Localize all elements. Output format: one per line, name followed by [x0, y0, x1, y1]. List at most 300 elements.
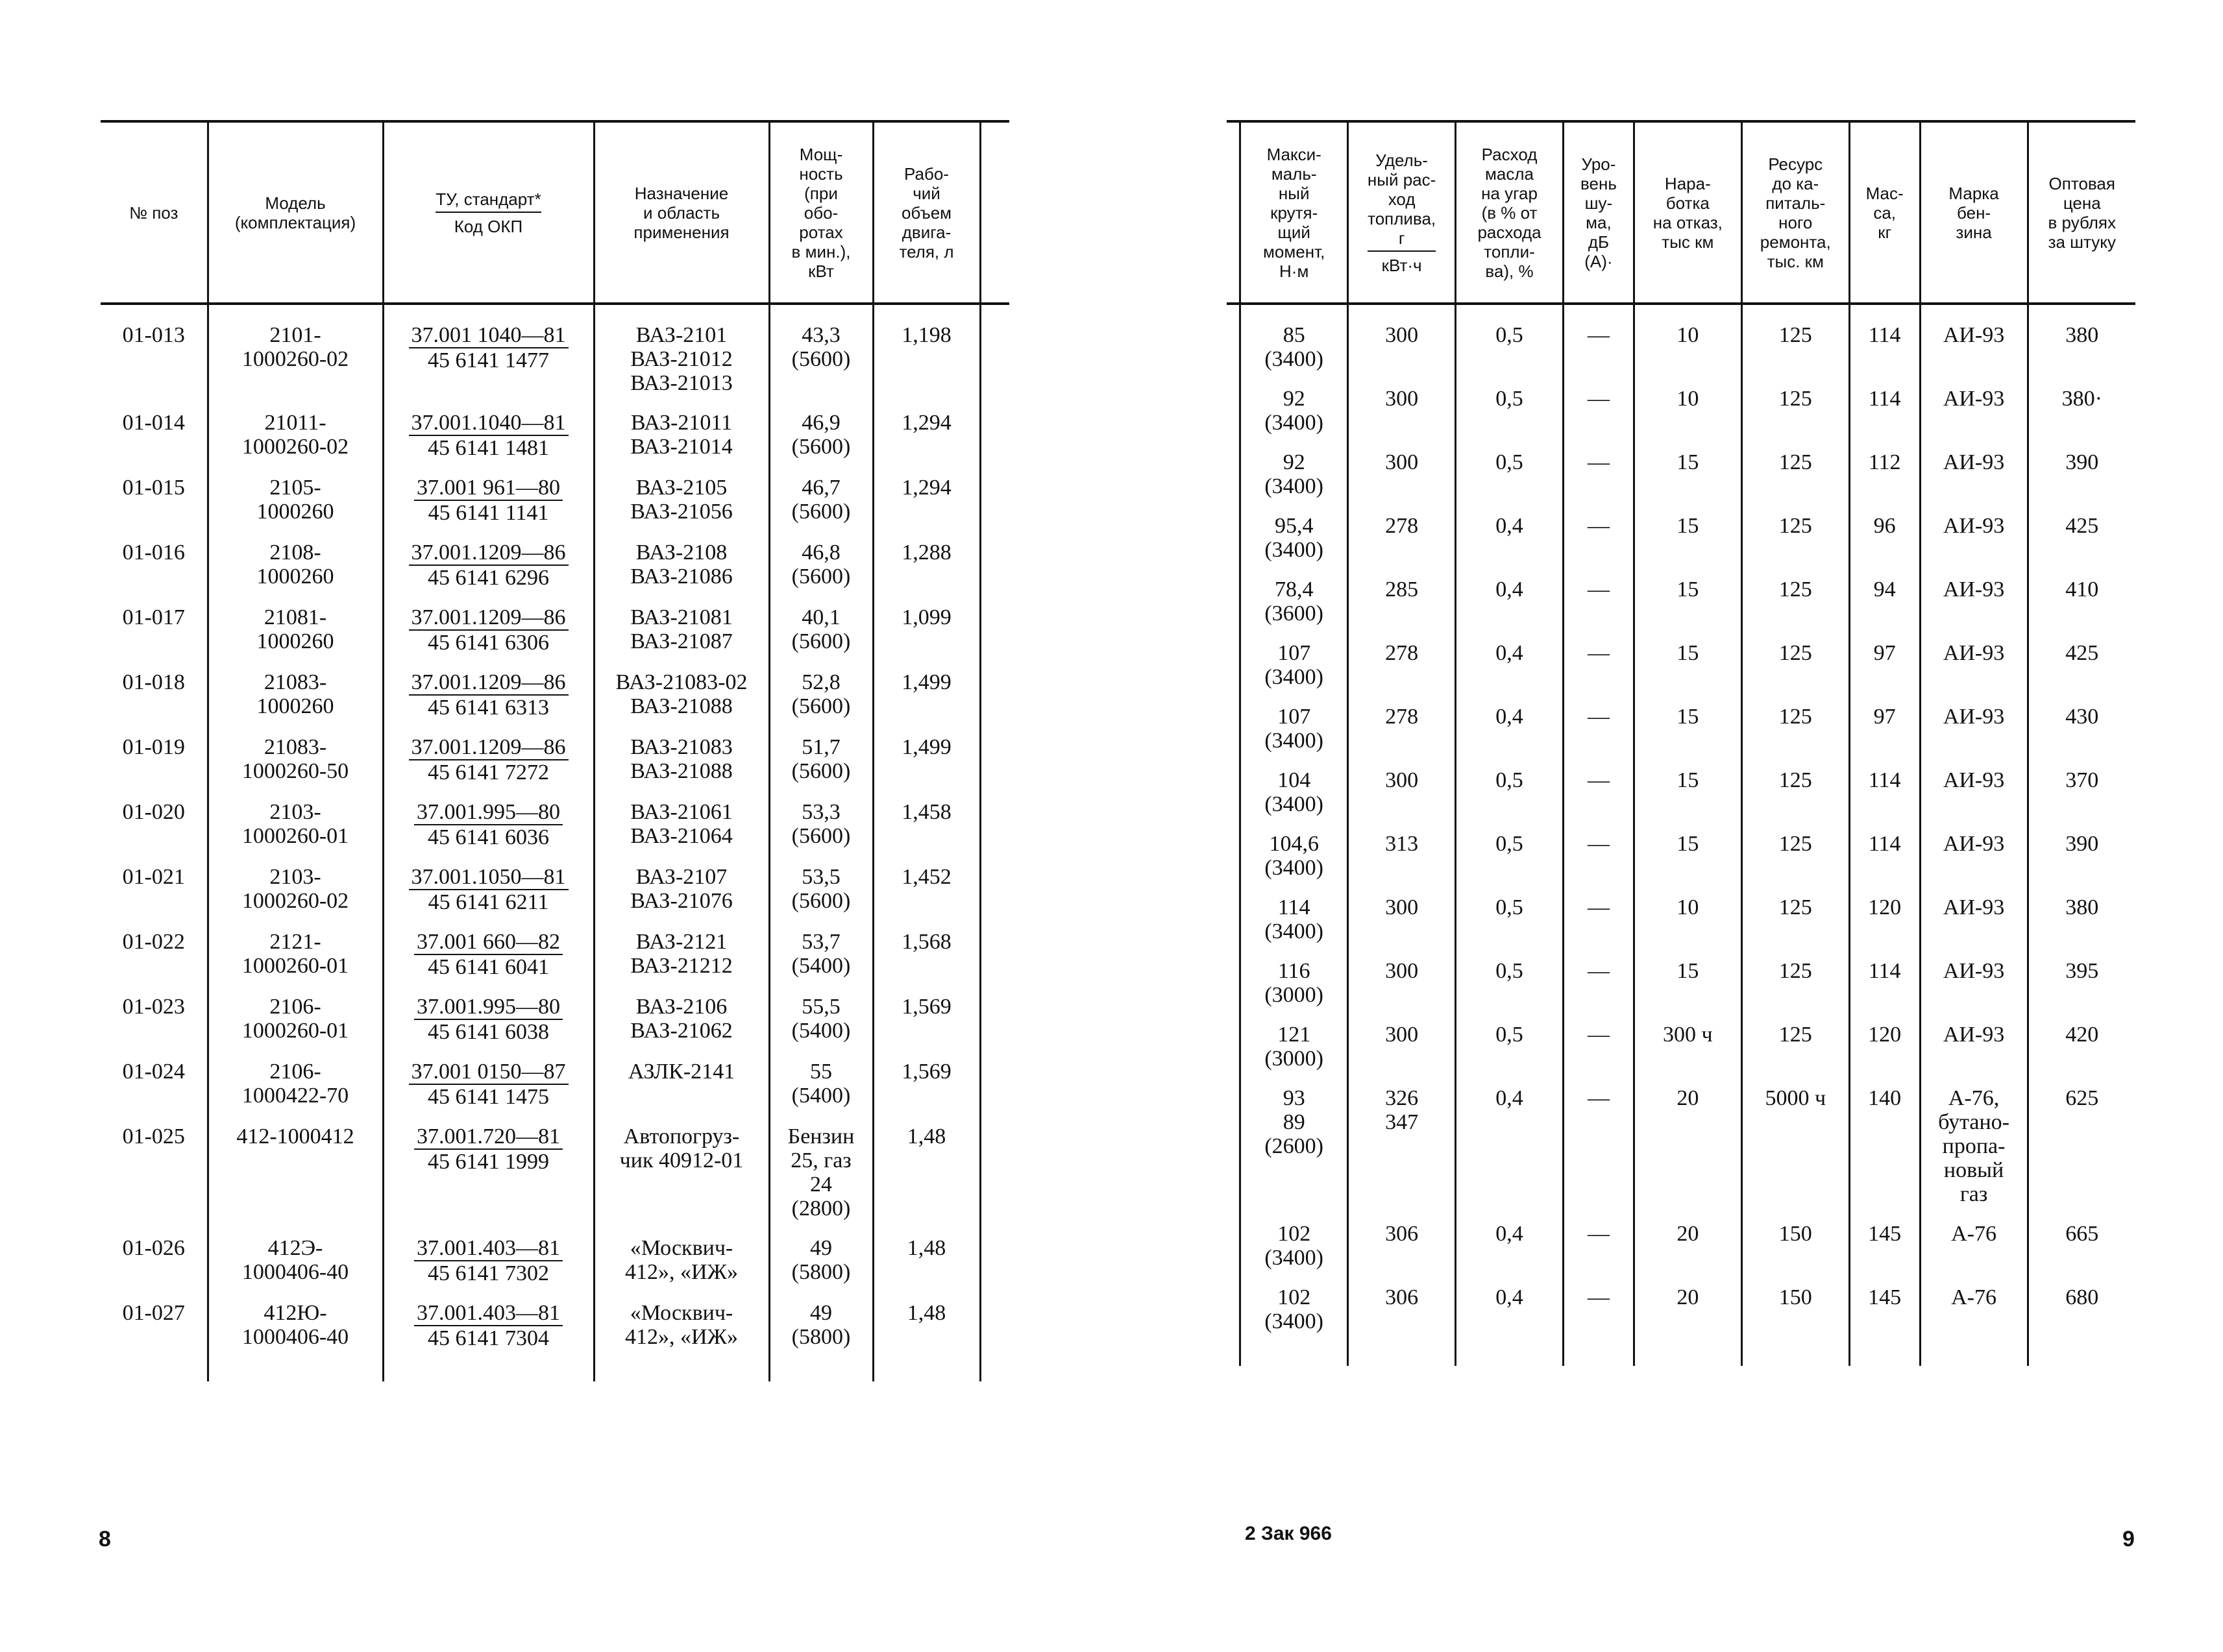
- cell-brand: А-76: [1920, 1285, 2028, 1366]
- cell-model: 412-1000412: [208, 1124, 383, 1236]
- cell-power: 43,3 (5600): [769, 304, 873, 411]
- cell-model: 412Ю- 1000406-40: [208, 1301, 383, 1381]
- cell-purpose: Автопогруз- чик 40912-01: [594, 1124, 769, 1236]
- cell-oil: 0,5: [1456, 450, 1564, 514]
- cell-mass: 114: [1849, 304, 1920, 387]
- cell-volume: 1,48: [873, 1301, 980, 1381]
- cell-brand: АИ-93: [1920, 895, 2028, 959]
- cell-torque: 104,6 (3400): [1240, 832, 1348, 895]
- cell-torque: 107 (3400): [1240, 641, 1348, 705]
- cell-pos: 01-016: [122, 541, 185, 565]
- cell-model: 412Э- 1000406-40: [208, 1236, 383, 1301]
- table-row: [1227, 1086, 2135, 1222]
- cell-empty-right: [1227, 577, 1240, 641]
- cell-okp-code: 45 6141 1999: [428, 1150, 549, 1174]
- cell-fuel: 300: [1348, 959, 1456, 1023]
- cell-brand: АИ-93: [1920, 768, 2028, 832]
- header-empty-right: [1227, 121, 1240, 304]
- cell-empty: [980, 605, 1009, 670]
- cell-model: 2106- 1000260-01: [208, 995, 383, 1060]
- cell-volume: 1,294: [873, 411, 980, 476]
- cell-tu-standard: 37.001.995—80: [414, 800, 563, 825]
- cell-price: 665: [2028, 1222, 2135, 1285]
- cell-mass: 120: [1849, 895, 1920, 959]
- cell-noise: —: [1564, 768, 1634, 832]
- cell-noise: —: [1564, 450, 1634, 514]
- cell-price: 380: [2028, 304, 2135, 387]
- cell-okp-code: 45 6141 1141: [428, 501, 549, 525]
- cell-tu-standard: 37.001 0150—87: [409, 1060, 569, 1085]
- cell-oil: 0,5: [1456, 959, 1564, 1023]
- cell-mass: 97: [1849, 641, 1920, 705]
- header-mtbf: Нара- ботка на отказ, тыс км: [1634, 121, 1741, 304]
- cell-noise: —: [1564, 387, 1634, 450]
- cell-tu: [383, 995, 594, 1060]
- cell-fuel: 285: [1348, 577, 1456, 641]
- header-tu: [383, 121, 594, 304]
- table-row: [1227, 641, 2135, 705]
- cell-fuel: 300: [1348, 895, 1456, 959]
- cell-empty-right: [1227, 895, 1240, 959]
- cell-price: 380: [2028, 895, 2135, 959]
- table-row: [101, 304, 1009, 411]
- page-number-left: 8: [99, 1527, 111, 1551]
- cell-empty-right: [1227, 304, 1240, 387]
- cell-mtbf: 20: [1634, 1086, 1741, 1222]
- page-number-right: 9: [2122, 1527, 2135, 1551]
- print-order-mark: 2 Зак 966: [1245, 1523, 1332, 1544]
- table-row: [101, 1236, 1009, 1301]
- cell-price: 370: [2028, 768, 2135, 832]
- cell-resource: 125: [1741, 959, 1849, 1023]
- table-row: [1227, 577, 2135, 641]
- table-row: [1227, 959, 2135, 1023]
- cell-mtbf: 15: [1634, 959, 1741, 1023]
- cell-mtbf: 10: [1634, 895, 1741, 959]
- header-oil: Расход масла на угар (в % от расхода топли- ва), %: [1456, 121, 1564, 304]
- cell-volume: 1,198: [873, 304, 980, 411]
- cell-torque: 78,4 (3600): [1240, 577, 1348, 641]
- header-volume: Рабо- чий объем двига- теля, л: [873, 121, 980, 304]
- cell-empty-right: [1227, 1023, 1240, 1086]
- cell-power: 55,5 (5400): [769, 995, 873, 1060]
- cell-okp-code: 45 6141 6313: [428, 696, 549, 720]
- cell-oil: 0,4: [1456, 641, 1564, 705]
- cell-empty: [980, 995, 1009, 1060]
- cell-tu: [383, 411, 594, 476]
- cell-mtbf: 15: [1634, 450, 1741, 514]
- table-row: [1227, 1023, 2135, 1086]
- cell-pos: 01-017: [122, 605, 185, 629]
- table-row: [1227, 705, 2135, 768]
- left-table-body: [101, 304, 1009, 1381]
- header-torque: Макси- маль- ный крутя- щий момент, Н·м: [1240, 121, 1348, 304]
- cell-price: 425: [2028, 514, 2135, 577]
- cell-pos: 01-014: [122, 411, 185, 435]
- cell-empty: [980, 1060, 1009, 1124]
- cell-empty: [980, 476, 1009, 541]
- cell-empty-right: [1227, 705, 1240, 768]
- cell-empty-right: [1227, 768, 1240, 832]
- cell-torque: 107 (3400): [1240, 705, 1348, 768]
- header-fuel: [1348, 121, 1456, 304]
- cell-noise: —: [1564, 832, 1634, 895]
- cell-empty-right: [1227, 450, 1240, 514]
- cell-torque: 102 (3400): [1240, 1285, 1348, 1366]
- cell-pos: 01-024: [122, 1060, 185, 1084]
- header-resource: Ресурс до ка- питаль- ного ремонта, тыс. км: [1741, 121, 1849, 304]
- cell-mtbf: 15: [1634, 577, 1741, 641]
- cell-pos: 01-019: [122, 735, 185, 759]
- cell-mass: 94: [1849, 577, 1920, 641]
- right-header-row: [1227, 121, 2135, 304]
- cell-okp-code: 45 6141 6211: [428, 890, 549, 914]
- cell-brand: АИ-93: [1920, 387, 2028, 450]
- cell-noise: —: [1564, 959, 1634, 1023]
- cell-torque: 85 (3400): [1240, 304, 1348, 387]
- cell-model: 21083- 1000260: [208, 670, 383, 735]
- table-row: [101, 1060, 1009, 1124]
- cell-resource: 125: [1741, 832, 1849, 895]
- cell-empty-right: [1227, 514, 1240, 577]
- cell-volume: 1,294: [873, 476, 980, 541]
- cell-mtbf: 15: [1634, 514, 1741, 577]
- header-mass: Мас- са, кг: [1849, 121, 1920, 304]
- cell-price: 390: [2028, 450, 2135, 514]
- cell-okp-code: 45 6141 6306: [428, 631, 549, 655]
- cell-mtbf: 15: [1634, 832, 1741, 895]
- cell-noise: —: [1564, 705, 1634, 768]
- cell-empty-right: [1227, 959, 1240, 1023]
- cell-fuel: 326 347: [1348, 1086, 1456, 1222]
- cell-mtbf: 10: [1634, 304, 1741, 387]
- header-okp-code: Код ОКП: [454, 216, 523, 236]
- table-row: [1227, 768, 2135, 832]
- cell-volume: 1,48: [873, 1236, 980, 1301]
- cell-mass: 140: [1849, 1086, 1920, 1222]
- cell-model: 2106- 1000422-70: [208, 1060, 383, 1124]
- cell-oil: 0,4: [1456, 1285, 1564, 1366]
- cell-tu-standard: 37.001.720—81: [414, 1124, 563, 1150]
- table-row: [101, 605, 1009, 670]
- cell-torque: 102 (3400): [1240, 1222, 1348, 1285]
- table-row: [101, 735, 1009, 800]
- cell-torque: 95,4 (3400): [1240, 514, 1348, 577]
- cell-model: 21083- 1000260-50: [208, 735, 383, 800]
- cell-resource: 125: [1741, 641, 1849, 705]
- cell-resource: 5000 ч: [1741, 1086, 1849, 1222]
- cell-power: 49 (5800): [769, 1301, 873, 1381]
- cell-pos: 01-015: [122, 476, 185, 500]
- cell-tu: [383, 670, 594, 735]
- cell-purpose: ВАЗ-2106 ВАЗ-21062: [594, 995, 769, 1060]
- cell-resource: 125: [1741, 1023, 1849, 1086]
- cell-brand: А-76: [1920, 1222, 2028, 1285]
- cell-pos: 01-022: [122, 930, 185, 954]
- cell-oil: 0,4: [1456, 514, 1564, 577]
- cell-empty-right: [1227, 1222, 1240, 1285]
- cell-okp-code: 45 6141 7304: [428, 1326, 549, 1350]
- cell-tu-standard: 37.001.1040—81: [409, 411, 569, 436]
- cell-fuel: 306: [1348, 1222, 1456, 1285]
- cell-okp-code: 45 6141 7272: [428, 760, 549, 784]
- cell-tu: [383, 1060, 594, 1124]
- table-row: [101, 930, 1009, 995]
- cell-resource: 125: [1741, 514, 1849, 577]
- cell-oil: 0,4: [1456, 1086, 1564, 1222]
- cell-tu: [383, 476, 594, 541]
- cell-volume: 1,452: [873, 865, 980, 930]
- cell-oil: 0,4: [1456, 577, 1564, 641]
- cell-empty-right: [1227, 832, 1240, 895]
- cell-resource: 125: [1741, 895, 1849, 959]
- cell-price: 410: [2028, 577, 2135, 641]
- cell-torque: 121 (3000): [1240, 1023, 1348, 1086]
- cell-torque: 104 (3400): [1240, 768, 1348, 832]
- table-row: [101, 476, 1009, 541]
- cell-power: 46,8 (5600): [769, 541, 873, 605]
- cell-tu-standard: 37.001.403—81: [414, 1236, 563, 1261]
- cell-pos: 01-018: [122, 670, 185, 694]
- cell-mtbf: 15: [1634, 641, 1741, 705]
- cell-okp-code: 45 6141 6296: [428, 566, 549, 590]
- header-empty: [980, 121, 1009, 304]
- cell-empty: [980, 800, 1009, 865]
- cell-model: 2103- 1000260-01: [208, 800, 383, 865]
- cell-okp-code: 45 6141 6038: [428, 1020, 549, 1044]
- cell-fuel: 313: [1348, 832, 1456, 895]
- cell-fuel: 300: [1348, 387, 1456, 450]
- cell-tu-standard: 37.001 1040—81: [409, 323, 569, 348]
- cell-volume: 1,288: [873, 541, 980, 605]
- cell-tu: [383, 930, 594, 995]
- cell-tu-standard: 37.001.1209—86: [409, 541, 569, 566]
- cell-okp-code: 45 6141 6036: [428, 825, 549, 849]
- cell-mass: 145: [1849, 1285, 1920, 1366]
- cell-oil: 0,4: [1456, 1222, 1564, 1285]
- table-row: [101, 411, 1009, 476]
- cell-tu-standard: 37.001.1209—86: [409, 670, 569, 696]
- cell-empty: [980, 304, 1009, 411]
- cell-empty: [980, 1301, 1009, 1381]
- cell-volume: 1,499: [873, 670, 980, 735]
- cell-model: 21081- 1000260: [208, 605, 383, 670]
- cell-mass: 97: [1849, 705, 1920, 768]
- cell-resource: 150: [1741, 1285, 1849, 1366]
- cell-oil: 0,5: [1456, 1023, 1564, 1086]
- cell-empty: [980, 1124, 1009, 1236]
- table-row: [1227, 895, 2135, 959]
- header-noise: Уро- вень шу- ма, дБ (А)·: [1564, 121, 1634, 304]
- cell-volume: 1,499: [873, 735, 980, 800]
- cell-tu-standard: 37.001.1050—81: [409, 865, 569, 890]
- cell-pos: 01-013: [122, 323, 185, 347]
- cell-volume: 1,099: [873, 605, 980, 670]
- cell-power: 46,9 (5600): [769, 411, 873, 476]
- left-table: [101, 120, 1009, 1381]
- cell-brand: А-76, бутано- пропа- новый газ: [1920, 1086, 2028, 1222]
- cell-tu: [383, 1301, 594, 1381]
- cell-power: 46,7 (5600): [769, 476, 873, 541]
- cell-mass: 145: [1849, 1222, 1920, 1285]
- table-row: [101, 1124, 1009, 1236]
- cell-brand: АИ-93: [1920, 450, 2028, 514]
- cell-power: Бензин 25, газ 24 (2800): [769, 1124, 873, 1236]
- cell-resource: 125: [1741, 450, 1849, 514]
- table-row: [1227, 832, 2135, 895]
- cell-power: 40,1 (5600): [769, 605, 873, 670]
- cell-purpose: ВАЗ-2108 ВАЗ-21086: [594, 541, 769, 605]
- cell-model: 2101- 1000260-02: [208, 304, 383, 411]
- table-row: [101, 865, 1009, 930]
- cell-price: 425: [2028, 641, 2135, 705]
- cell-empty-right: [1227, 387, 1240, 450]
- cell-tu-standard: 37.001.1209—86: [409, 735, 569, 760]
- header-fuel-consumption: Удель- ный рас- ход топлива, г: [1368, 151, 1436, 252]
- table-row: [1227, 304, 2135, 387]
- cell-brand: АИ-93: [1920, 304, 2028, 387]
- cell-oil: 0,5: [1456, 895, 1564, 959]
- cell-power: 52,8 (5600): [769, 670, 873, 735]
- cell-pos: 01-026: [122, 1236, 185, 1260]
- table-row: [1227, 1222, 2135, 1285]
- cell-noise: —: [1564, 641, 1634, 705]
- cell-noise: —: [1564, 514, 1634, 577]
- header-purpose: Назначение и область применения: [594, 121, 769, 304]
- cell-mass: 96: [1849, 514, 1920, 577]
- cell-okp-code: 45 6141 7302: [428, 1261, 549, 1285]
- cell-pos: 01-027: [122, 1301, 185, 1325]
- table-row: [101, 995, 1009, 1060]
- cell-mtbf: 15: [1634, 768, 1741, 832]
- cell-tu: [383, 800, 594, 865]
- cell-purpose: ВАЗ-2107 ВАЗ-21076: [594, 865, 769, 930]
- cell-oil: 0,5: [1456, 832, 1564, 895]
- cell-fuel: 278: [1348, 641, 1456, 705]
- cell-model: 21011- 1000260-02: [208, 411, 383, 476]
- cell-pos: 01-021: [122, 865, 185, 889]
- cell-empty: [980, 411, 1009, 476]
- cell-purpose: ВАЗ-21083 ВАЗ-21088: [594, 735, 769, 800]
- cell-torque: 116 (3000): [1240, 959, 1348, 1023]
- cell-model: 2105- 1000260: [208, 476, 383, 541]
- cell-fuel: 306: [1348, 1285, 1456, 1366]
- cell-tu: [383, 735, 594, 800]
- cell-noise: —: [1564, 895, 1634, 959]
- cell-volume: 1,48: [873, 1124, 980, 1236]
- cell-purpose: «Москвич- 412», «ИЖ»: [594, 1301, 769, 1381]
- cell-model: 2121- 1000260-01: [208, 930, 383, 995]
- cell-price: 430: [2028, 705, 2135, 768]
- header-fuel-unit: кВт·ч: [1381, 255, 1422, 275]
- cell-oil: 0,5: [1456, 768, 1564, 832]
- cell-okp-code: 45 6141 1481: [428, 436, 549, 460]
- cell-tu-standard: 37.001.403—81: [414, 1301, 563, 1326]
- cell-oil: 0,5: [1456, 304, 1564, 387]
- cell-noise: —: [1564, 1222, 1634, 1285]
- cell-tu-standard: 37.001.995—80: [414, 995, 563, 1020]
- cell-mtbf: 15: [1634, 705, 1741, 768]
- cell-power: 55 (5400): [769, 1060, 873, 1124]
- cell-brand: АИ-93: [1920, 577, 2028, 641]
- cell-mass: 112: [1849, 450, 1920, 514]
- cell-okp-code: 45 6141 1477: [428, 348, 549, 372]
- header-model: Модель (комплектация): [208, 121, 383, 304]
- cell-tu: [383, 605, 594, 670]
- table-row: [101, 800, 1009, 865]
- cell-torque: 92 (3400): [1240, 450, 1348, 514]
- cell-volume: 1,568: [873, 930, 980, 995]
- cell-price: 680: [2028, 1285, 2135, 1366]
- header-price: Оптовая цена в рублях за штуку: [2028, 121, 2135, 304]
- table-row: [101, 541, 1009, 605]
- cell-purpose: ВАЗ-21083-02 ВАЗ-21088: [594, 670, 769, 735]
- cell-mtbf: 300 ч: [1634, 1023, 1741, 1086]
- cell-noise: —: [1564, 1285, 1634, 1366]
- cell-purpose: АЗЛК-2141: [594, 1060, 769, 1124]
- table-row: [1227, 387, 2135, 450]
- cell-oil: 0,5: [1456, 387, 1564, 450]
- cell-fuel: 278: [1348, 514, 1456, 577]
- cell-purpose: «Москвич- 412», «ИЖ»: [594, 1236, 769, 1301]
- header-pos: № поз: [101, 121, 208, 304]
- left-header-row: [101, 121, 1009, 304]
- cell-mass: 114: [1849, 387, 1920, 450]
- cell-volume: 1,569: [873, 1060, 980, 1124]
- cell-power: 51,7 (5600): [769, 735, 873, 800]
- cell-fuel: 300: [1348, 768, 1456, 832]
- cell-brand: АИ-93: [1920, 959, 2028, 1023]
- cell-purpose: ВАЗ-2105 ВАЗ-21056: [594, 476, 769, 541]
- cell-mass: 114: [1849, 959, 1920, 1023]
- cell-fuel: 278: [1348, 705, 1456, 768]
- cell-purpose: ВАЗ-21011 ВАЗ-21014: [594, 411, 769, 476]
- cell-tu-standard: 37.001.1209—86: [409, 605, 569, 631]
- cell-resource: 125: [1741, 577, 1849, 641]
- cell-mtbf: 20: [1634, 1222, 1741, 1285]
- cell-oil: 0,4: [1456, 705, 1564, 768]
- cell-tu: [383, 1236, 594, 1301]
- cell-empty: [980, 865, 1009, 930]
- cell-tu: [383, 865, 594, 930]
- table-row: [1227, 514, 2135, 577]
- cell-volume: 1,458: [873, 800, 980, 865]
- cell-empty-right: [1227, 641, 1240, 705]
- cell-resource: 125: [1741, 705, 1849, 768]
- header-power: Мощ- ность (при обо- ротах в мин.), кВт: [769, 121, 873, 304]
- cell-mass: 120: [1849, 1023, 1920, 1086]
- cell-empty-right: [1227, 1086, 1240, 1222]
- cell-mtbf: 10: [1634, 387, 1741, 450]
- table-row: [101, 1301, 1009, 1381]
- cell-okp-code: 45 6141 1475: [428, 1085, 549, 1109]
- cell-noise: —: [1564, 1023, 1634, 1086]
- cell-power: 53,7 (5400): [769, 930, 873, 995]
- cell-tu: [383, 304, 594, 411]
- cell-brand: АИ-93: [1920, 832, 2028, 895]
- right-table-body: [1227, 304, 2135, 1366]
- cell-brand: АИ-93: [1920, 1023, 2028, 1086]
- cell-tu-standard: 37.001 660—82: [414, 930, 563, 955]
- cell-model: 2108- 1000260: [208, 541, 383, 605]
- cell-brand: АИ-93: [1920, 705, 2028, 768]
- cell-mass: 114: [1849, 832, 1920, 895]
- cell-power: 53,5 (5600): [769, 865, 873, 930]
- cell-price: 420: [2028, 1023, 2135, 1086]
- cell-noise: —: [1564, 304, 1634, 387]
- cell-brand: АИ-93: [1920, 514, 2028, 577]
- table-row: [101, 670, 1009, 735]
